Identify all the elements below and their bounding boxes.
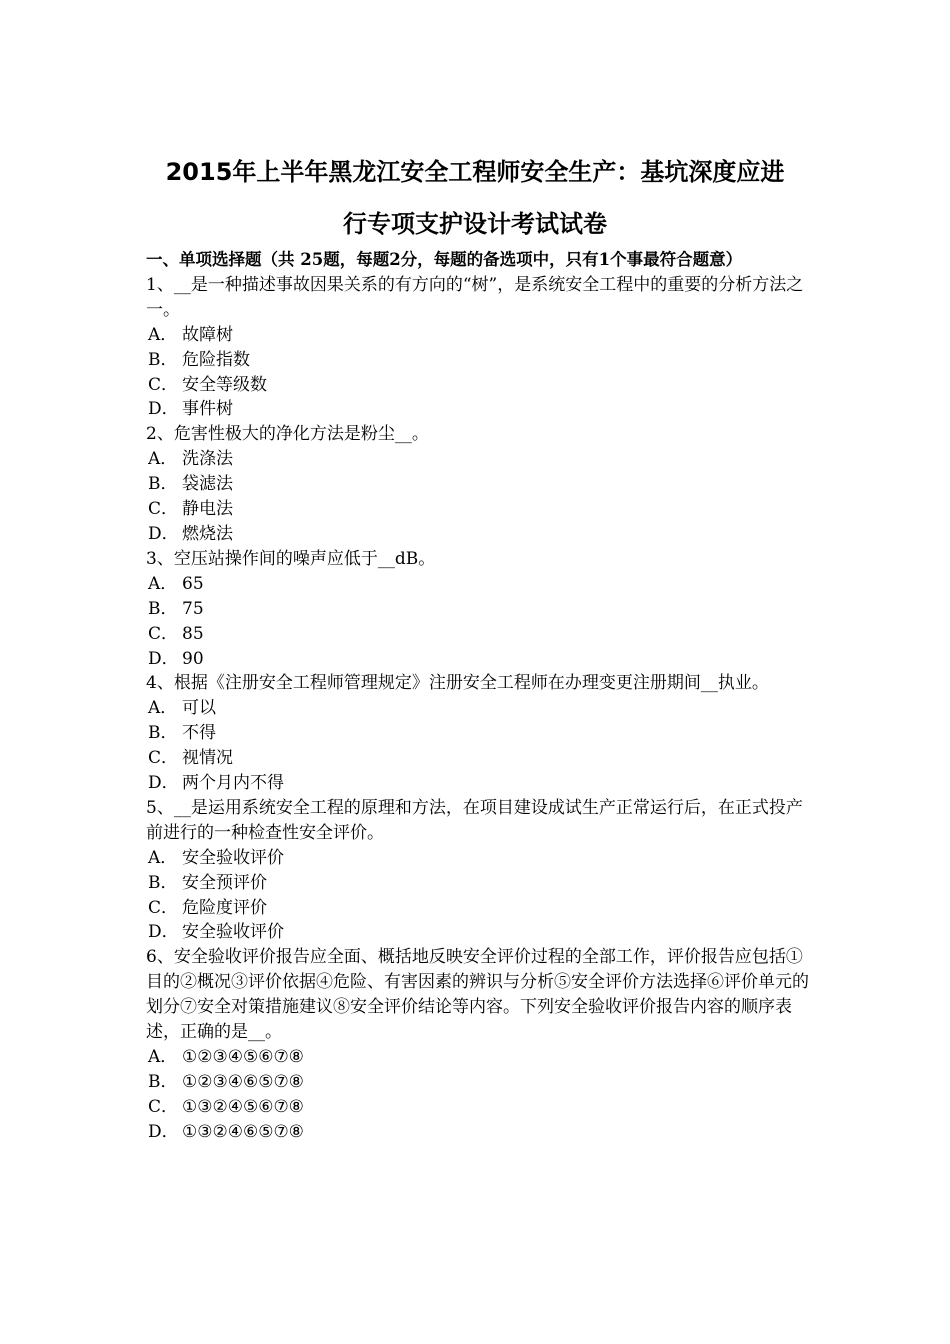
option-text: 可以 [182,698,216,719]
option-text: ①②③④⑤⑥⑦⑧ [182,1047,304,1067]
option-text: 90 [182,648,204,669]
option-text: 不得 [182,723,216,744]
option-text: 75 [182,598,204,619]
option-letter: D． [148,523,179,544]
option-letter: D． [148,648,179,669]
option-b [146,472,811,497]
question-stem: 2、危害性极大的净化方法是粉尘__。 [146,424,429,445]
option-text: 事件树 [182,399,233,420]
option-d [146,397,811,422]
document-body [146,248,811,1145]
option-letter: A． [148,1047,178,1067]
option-a [146,572,811,597]
option-text: 故障树 [182,324,233,345]
option-c [146,896,811,921]
option-letter: A． [148,449,178,470]
option-a [146,1045,811,1070]
option-text: 静电法 [182,499,233,520]
option-b [146,1070,811,1095]
option-b [146,597,811,622]
option-b [146,348,811,373]
option-letter: D． [148,922,179,943]
option-letter: D． [148,399,179,420]
question-stem: 1、__是一种描述事故因果关系的有方向的“树”，是系统安全工程中的重要的分析方法之一。 [146,274,804,320]
question-1 [146,273,811,422]
option-letter: C． [148,1096,179,1117]
option-text: ①③②④⑥⑤⑦⑧ [182,1121,304,1142]
option-text: 安全验收评价 [182,847,284,868]
option-c [146,746,811,771]
option-c [146,373,811,398]
option-c [146,622,811,647]
option-text: 安全等级数 [182,374,267,395]
option-a [146,696,811,721]
option-letter: C． [148,897,179,918]
option-d [146,920,811,945]
title-line-2: 行专项支护设计考试试卷 [343,210,607,238]
option-d [146,522,811,547]
question-2 [146,422,811,547]
option-text: 危险指数 [182,349,250,370]
question-stem: 4、根据《注册安全工程师管理规定》注册安全工程师在办理变更注册期间__执业。 [146,673,769,694]
document-title [130,146,820,250]
option-letter: B． [148,872,178,893]
option-letter: B． [148,349,178,370]
option-b [146,721,811,746]
option-d [146,1120,811,1145]
option-text: ①②③④⑥⑤⑦⑧ [182,1071,304,1092]
question-6 [146,945,811,1144]
option-letter: C． [148,499,179,520]
option-text: 安全验收评价 [182,922,284,943]
option-text: ①③②④⑤⑥⑦⑧ [182,1096,304,1117]
option-text: 视情况 [182,748,233,769]
option-text: 燃烧法 [182,523,233,544]
option-letter: D． [148,1121,179,1142]
option-letter: C． [148,623,179,644]
option-c [146,497,811,522]
question-5 [146,796,811,945]
title-line-1: 2015年上半年黑龙江安全工程师安全生产：基坑深度应进 [165,158,785,186]
section-heading: 一、单项选择题（共 25题，每题2分，每题的备选项中，只有1个事最符合题意） [146,250,743,269]
question-stem: 3、空压站操作间的噪声应低于__dB。 [146,548,436,569]
option-a [146,846,811,871]
question-4 [146,671,811,796]
option-letter: A． [148,847,178,868]
option-a [146,323,811,348]
option-text: 安全预评价 [182,872,267,893]
option-a [146,447,811,472]
option-letter: B． [148,598,178,619]
option-text: 洗涤法 [182,449,233,470]
option-c [146,1095,811,1120]
option-letter: D． [148,773,179,794]
option-text: 65 [182,573,204,594]
option-letter: A． [148,573,178,594]
option-text: 两个月内不得 [182,773,284,794]
option-letter: B． [148,474,178,495]
option-b [146,871,811,896]
question-stem: 5、__是运用系统安全工程的原理和方法，在项目建设成试生产正常运行后，在正式投产前进行的一种检查性安全评价。 [146,797,803,843]
option-letter: A． [148,698,178,719]
option-letter: A． [148,324,178,345]
option-text: 危险度评价 [182,897,267,918]
option-d [146,771,811,796]
option-d [146,647,811,672]
option-letter: C． [148,748,179,769]
question-3 [146,547,811,672]
question-stem: 6、安全验收评价报告应全面、概括地反映安全评价过程的全部工作，评价报告应包括①目的②概况③评价依据④危险、有害因素的辨识与分析⑤安全评价方法选择⑥评价单元的划分⑦安全对策措施建议⑧安全评价结论等内容。下列安全验收评价报告内容的顺序表述，正确的是__。 [146,947,809,1043]
option-text: 袋滤法 [182,474,233,495]
option-letter: B． [148,723,178,744]
option-text: 85 [182,623,204,644]
option-letter: C． [148,374,179,395]
option-letter: B． [148,1071,178,1092]
